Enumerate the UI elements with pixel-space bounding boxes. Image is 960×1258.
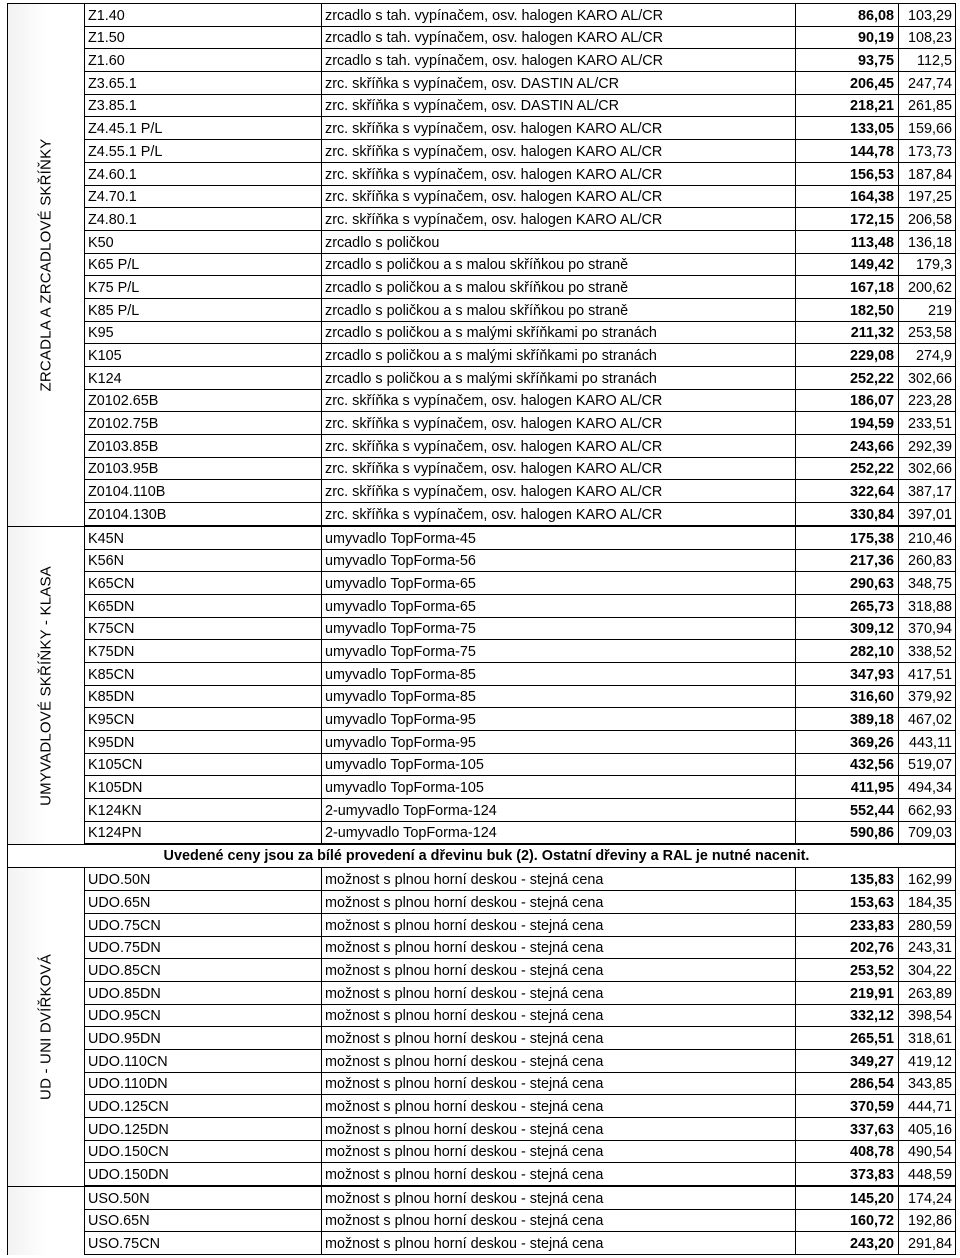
price-net: 282,10 [796, 640, 899, 662]
product-code: K105DN [85, 776, 322, 798]
product-description: umyvadlo TopForma-105 [322, 776, 796, 798]
price-gross: 210,46 [907, 530, 952, 547]
table-row [85, 186, 955, 209]
price-net: 133,05 [796, 117, 899, 139]
table-row [85, 686, 955, 709]
product-code: USO.65N [85, 1210, 322, 1232]
price-gross: 519,07 [907, 757, 952, 774]
price-gross: 348,75 [907, 575, 952, 592]
price-net: 552,44 [796, 799, 899, 821]
price-gross: 253,58 [907, 325, 952, 342]
price-gross: 443,11 [909, 734, 952, 751]
price-net: 156,53 [796, 163, 899, 185]
price-net: 229,08 [796, 344, 899, 366]
table-row [85, 891, 955, 914]
product-code: Z4.60.1 [85, 163, 322, 185]
price-gross: 302,66 [907, 461, 952, 478]
table-row [85, 231, 955, 254]
price-gross: 448,59 [907, 1167, 952, 1184]
product-code: K75DN [85, 640, 322, 662]
product-description: možnost s plnou horní deskou - stejná cena [322, 914, 796, 936]
product-description: umyvadlo TopForma-56 [322, 550, 796, 572]
product-code: Z0103.85B [85, 435, 322, 457]
product-description: 2-umyvadlo TopForma-124 [322, 799, 796, 821]
price-net: 243,20 [796, 1232, 899, 1254]
price-net: 217,36 [796, 550, 899, 572]
product-code: UDO.110CN [85, 1050, 322, 1072]
price-gross: 159,66 [907, 121, 952, 138]
price-net: 369,26 [796, 731, 899, 753]
price-gross: 260,83 [907, 553, 952, 570]
table-row [85, 776, 955, 799]
table-row [85, 4, 955, 27]
price-gross: 200,62 [907, 279, 952, 296]
table-row [85, 1005, 955, 1028]
price-gross: 197,25 [907, 189, 952, 206]
price-gross: 192,86 [907, 1213, 952, 1230]
section-rows [85, 868, 956, 1186]
table-row [85, 618, 955, 641]
price-gross: 233,51 [907, 416, 952, 433]
product-description: možnost s plnou horní deskou - stejná cena [322, 1141, 796, 1163]
product-description: umyvadlo TopForma-65 [322, 572, 796, 594]
product-code: UDO.125DN [85, 1118, 322, 1140]
price-net: 182,50 [796, 299, 899, 321]
table-row [85, 1163, 955, 1186]
product-description: zrcadlo s tah. vypínačem, osv. halogen KARO AL/CR [322, 27, 796, 49]
table-row [85, 1232, 955, 1255]
table-row [85, 117, 955, 140]
price-net: 253,52 [796, 959, 899, 981]
product-description: umyvadlo TopForma-85 [322, 663, 796, 685]
price-note: Uvedené ceny jsou za bílé provedení a dřevinu buk (2). Ostatní dřeviny a RAL je nutné nacenit. [7, 844, 956, 867]
product-description: zrcadlo s poličkou a s malými skříňkami po stranách [322, 367, 796, 389]
price-net: 332,12 [796, 1005, 899, 1027]
table-row [85, 503, 955, 526]
product-description: umyvadlo TopForma-105 [322, 754, 796, 776]
table-row [85, 322, 955, 345]
table-row [85, 914, 955, 937]
table-row [85, 1187, 955, 1210]
table-row [85, 140, 955, 163]
price-net: 90,19 [796, 27, 899, 49]
price-net: 149,42 [796, 254, 899, 276]
product-code: K105CN [85, 754, 322, 776]
product-description: možnost s plnou horní deskou - stejná cena [322, 868, 796, 890]
product-code: UDO.65N [85, 891, 322, 913]
price-gross: 292,39 [907, 438, 952, 455]
price-net: 373,83 [796, 1163, 899, 1185]
price-gross: 187,84 [907, 166, 952, 183]
price-net: 172,15 [796, 208, 899, 230]
product-description: zrcadlo s poličkou a s malou skříňkou po straně [322, 254, 796, 276]
product-code: K124KN [85, 799, 322, 821]
table-row [85, 390, 955, 413]
price-gross: 173,73 [907, 143, 952, 160]
table-row [85, 435, 955, 458]
price-net: 322,64 [796, 480, 899, 502]
product-description: možnost s plnou horní deskou - stejná cena [322, 891, 796, 913]
price-net: 219,91 [796, 982, 899, 1004]
table-row [85, 663, 955, 686]
table-row [85, 868, 955, 891]
price-gross: 263,89 [907, 985, 952, 1002]
price-gross: 274,9 [915, 348, 952, 364]
product-description: možnost s plnou horní deskou - stejná cena [322, 1232, 796, 1254]
product-code: K95CN [85, 708, 322, 730]
price-gross: 398,54 [907, 1008, 952, 1025]
product-description: zrcadlo s poličkou a s malou skříňkou po straně [322, 299, 796, 321]
price-net: 86,08 [796, 4, 899, 26]
table-row [85, 95, 955, 118]
table-row [85, 254, 955, 277]
product-code: UDO.150CN [85, 1141, 322, 1163]
price-net: 145,20 [796, 1187, 899, 1209]
price-gross: 379,92 [907, 689, 952, 706]
section-rows [85, 4, 956, 526]
price-gross: 343,85 [907, 1076, 952, 1093]
table-row [85, 708, 955, 731]
product-description: zrcadlo s tah. vypínačem, osv. halogen KARO AL/CR [322, 4, 796, 26]
product-description: umyvadlo TopForma-45 [322, 527, 796, 549]
product-description: umyvadlo TopForma-65 [322, 595, 796, 617]
price-gross: 247,74 [907, 75, 952, 92]
product-code: K105 [85, 344, 322, 366]
product-code: K124 [85, 367, 322, 389]
table-row [85, 1141, 955, 1164]
product-code: UDO.75DN [85, 937, 322, 959]
price-list-table [7, 3, 956, 1255]
price-net: 370,59 [796, 1095, 899, 1117]
product-description: možnost s plnou horní deskou - stejná cena [322, 1073, 796, 1095]
product-code: Z0104.110B [85, 480, 322, 502]
price-net: 330,84 [796, 503, 899, 525]
product-code: K85CN [85, 663, 322, 685]
price-net: 252,22 [796, 367, 899, 389]
section-side-label-cell [7, 527, 85, 845]
product-description: zrc. skříňka s vypínačem, osv. halogen KARO AL/CR [322, 412, 796, 434]
price-net: 337,63 [796, 1118, 899, 1140]
product-code: Z1.60 [85, 49, 322, 71]
product-code: K95 [85, 322, 322, 344]
product-code: USO.75CN [85, 1232, 322, 1254]
product-description: zrc. skříňka s vypínačem, osv. halogen KARO AL/CR [322, 117, 796, 139]
price-gross: 280,59 [907, 917, 952, 934]
product-description: zrc. skříňka s vypínačem, osv. halogen KARO AL/CR [322, 186, 796, 208]
table-row [85, 1027, 955, 1050]
product-code: UDO.50N [85, 868, 322, 890]
price-net: 290,63 [796, 572, 899, 594]
product-code: Z0103.95B [85, 458, 322, 480]
table-row [85, 480, 955, 503]
price-net: 164,38 [796, 186, 899, 208]
price-net: 286,54 [796, 1073, 899, 1095]
price-net: 153,63 [796, 891, 899, 913]
price-net: 135,83 [796, 868, 899, 890]
price-gross: 318,61 [907, 1030, 952, 1047]
price-net: 590,86 [796, 822, 899, 844]
product-description: zrcadlo s poličkou a s malou skříňkou po straně [322, 276, 796, 298]
table-row [85, 822, 955, 845]
product-description: zrc. skříňka s vypínačem, osv. DASTIN AL/CR [322, 95, 796, 117]
price-net: 252,22 [796, 458, 899, 480]
table-row [85, 959, 955, 982]
price-net: 113,48 [796, 231, 899, 253]
product-description: zrc. skříňka s vypínačem, osv. DASTIN AL/CR [322, 72, 796, 94]
section-side-label-cell [7, 868, 85, 1186]
section-label: ZRCADLA A ZRCADLOVÉ SKŘÍŇKY [37, 138, 55, 392]
product-code: Z0104.130B [85, 503, 322, 525]
product-description: možnost s plnou horní deskou - stejná cena [322, 937, 796, 959]
table-row [85, 49, 955, 72]
table-row [85, 1095, 955, 1118]
product-description: možnost s plnou horní deskou - stejná cena [322, 1027, 796, 1049]
price-net: 432,56 [796, 754, 899, 776]
price-gross: 174,24 [907, 1190, 952, 1207]
product-code: Z1.50 [85, 27, 322, 49]
product-description: možnost s plnou horní deskou - stejná cena [322, 1118, 796, 1140]
price-gross: 387,17 [907, 484, 952, 501]
price-gross: 243,31 [907, 940, 952, 957]
price-net: 316,60 [796, 686, 899, 708]
table-row [85, 276, 955, 299]
price-net: 389,18 [796, 708, 899, 730]
price-gross: 370,94 [907, 621, 952, 638]
price-gross: 302,66 [907, 370, 952, 387]
price-net: 175,38 [796, 527, 899, 549]
price-gross: 136,18 [907, 234, 952, 251]
product-code: K50 [85, 231, 322, 253]
product-description: umyvadlo TopForma-85 [322, 686, 796, 708]
price-gross: 709,03 [907, 825, 952, 842]
table-row [85, 731, 955, 754]
product-description: možnost s plnou horní deskou - stejná cena [322, 1163, 796, 1185]
product-code: Z4.80.1 [85, 208, 322, 230]
table-row [85, 367, 955, 390]
product-code: Z3.65.1 [85, 72, 322, 94]
product-code: UDO.110DN [85, 1073, 322, 1095]
product-code: USO.50N [85, 1187, 322, 1209]
table-row [85, 754, 955, 777]
table-row [85, 1118, 955, 1141]
product-code: UDO.85CN [85, 959, 322, 981]
product-description: zrcadlo s poličkou a s malými skříňkami po stranách [322, 322, 796, 344]
product-description: možnost s plnou horní deskou - stejná cena [322, 982, 796, 1004]
price-gross: 419,12 [907, 1053, 952, 1070]
product-description: umyvadlo TopForma-75 [322, 640, 796, 662]
product-code: UDO.75CN [85, 914, 322, 936]
product-description: zrc. skříňka s vypínačem, osv. halogen KARO AL/CR [322, 503, 796, 525]
price-net: 233,83 [796, 914, 899, 936]
table-row [85, 595, 955, 618]
product-code: UDO.150DN [85, 1163, 322, 1185]
table-row [85, 1073, 955, 1096]
product-description: zrc. skříňka s vypínačem, osv. halogen KARO AL/CR [322, 208, 796, 230]
price-net: 93,75 [796, 49, 899, 71]
table-row [85, 72, 955, 95]
price-net: 265,51 [796, 1027, 899, 1049]
price-net: 160,72 [796, 1210, 899, 1232]
table-row [85, 550, 955, 573]
product-description: zrcadlo s poličkou [322, 231, 796, 253]
price-net: 167,18 [796, 276, 899, 298]
product-description: možnost s plnou horní deskou - stejná cena [322, 1095, 796, 1117]
price-gross: 490,54 [907, 1144, 952, 1161]
price-gross: 261,85 [907, 98, 952, 115]
product-description: zrc. skříňka s vypínačem, osv. halogen KARO AL/CR [322, 435, 796, 457]
product-description: možnost s plnou horní deskou - stejná cena [322, 1187, 796, 1209]
section-side-label-cell [7, 1187, 85, 1255]
price-gross: 219 [927, 302, 952, 319]
price-gross: 184,35 [907, 894, 952, 911]
table-row [85, 982, 955, 1005]
price-gross: 662,93 [907, 802, 952, 819]
price-gross: 397,01 [907, 506, 952, 523]
price-net: 347,93 [796, 663, 899, 685]
price-gross: 338,52 [907, 643, 952, 660]
price-gross: 162,99 [907, 872, 952, 889]
product-description: zrc. skříňka s vypínačem, osv. halogen KARO AL/CR [322, 480, 796, 502]
product-description: možnost s plnou horní deskou - stejná cena [322, 959, 796, 981]
section-1 [7, 526, 956, 845]
price-gross: 444,71 [907, 1099, 952, 1115]
price-net: 211,32 [796, 322, 899, 344]
table-row [85, 572, 955, 595]
product-code: K65DN [85, 595, 322, 617]
table-row [85, 344, 955, 367]
table-row [85, 799, 955, 822]
price-gross: 417,51 [907, 666, 952, 683]
product-code: K65CN [85, 572, 322, 594]
table-row [85, 527, 955, 550]
product-code: K56N [85, 550, 322, 572]
price-net: 408,78 [796, 1141, 899, 1163]
table-row [85, 1210, 955, 1233]
product-description: zrcadlo s tah. vypínačem, osv. halogen KARO AL/CR [322, 49, 796, 71]
price-net: 411,95 [796, 776, 899, 798]
price-net: 206,45 [796, 72, 899, 94]
table-row [85, 163, 955, 186]
table-row [85, 458, 955, 481]
product-code: K85DN [85, 686, 322, 708]
price-gross: 206,58 [907, 211, 952, 228]
price-gross: 103,29 [907, 7, 952, 24]
product-code: K65 P/L [85, 254, 322, 276]
price-gross: 494,34 [907, 780, 952, 797]
table-row [85, 299, 955, 322]
section-0 [7, 3, 956, 526]
product-code: K75 P/L [85, 276, 322, 298]
price-gross: 318,88 [907, 598, 952, 615]
table-row [85, 937, 955, 960]
section-label: UMYVADLOVÉ SKŘÍŇKY - KLASA [37, 565, 55, 806]
product-code: UDO.85DN [85, 982, 322, 1004]
section-rows [85, 527, 956, 845]
price-gross: 108,23 [907, 30, 952, 47]
price-net: 144,78 [796, 140, 899, 162]
price-net: 202,76 [796, 937, 899, 959]
price-net: 186,07 [796, 390, 899, 412]
price-net: 265,73 [796, 595, 899, 617]
price-gross: 304,22 [907, 962, 952, 979]
product-description: možnost s plnou horní deskou - stejná cena [322, 1005, 796, 1027]
price-gross: 223,28 [907, 393, 952, 410]
product-code: Z1.40 [85, 4, 322, 26]
price-gross: 467,02 [907, 712, 952, 728]
product-code: K124PN [85, 822, 322, 844]
table-row [85, 1050, 955, 1073]
product-description: umyvadlo TopForma-75 [322, 618, 796, 640]
product-code: Z4.45.1 P/L [85, 117, 322, 139]
product-description: 2-umyvadlo TopForma-124 [322, 822, 796, 844]
product-description: zrc. skříňka s vypínačem, osv. halogen KARO AL/CR [322, 458, 796, 480]
product-description: zrc. skříňka s vypínačem, osv. halogen KARO AL/CR [322, 140, 796, 162]
product-description: umyvadlo TopForma-95 [322, 731, 796, 753]
product-description: zrc. skříňka s vypínačem, osv. halogen KARO AL/CR [322, 390, 796, 412]
price-net: 194,59 [796, 412, 899, 434]
table-row [85, 640, 955, 663]
section-rows [85, 1187, 956, 1255]
product-code: Z4.70.1 [85, 186, 322, 208]
product-code: K85 P/L [85, 299, 322, 321]
section-2 [7, 867, 956, 1186]
section-label: UD - UNI DVÍŘKOVÁ [37, 954, 55, 1101]
price-gross: 112,5 [917, 53, 952, 70]
price-net: 243,66 [796, 435, 899, 457]
product-description: možnost s plnou horní deskou - stejná cena [322, 1050, 796, 1072]
product-code: UDO.95CN [85, 1005, 322, 1027]
price-gross: 179,3 [915, 257, 952, 274]
product-description: zrc. skříňka s vypínačem, osv. halogen KARO AL/CR [322, 163, 796, 185]
table-row [85, 208, 955, 231]
section-3 [7, 1186, 956, 1255]
section-side-label-cell [7, 4, 85, 526]
product-description: umyvadlo TopForma-95 [322, 708, 796, 730]
product-code: Z3.85.1 [85, 95, 322, 117]
product-code: Z0102.75B [85, 412, 322, 434]
product-description: zrcadlo s poličkou a s malými skříňkami po stranách [322, 344, 796, 366]
price-net: 309,12 [796, 618, 899, 640]
product-code: K75CN [85, 618, 322, 640]
product-code: UDO.125CN [85, 1095, 322, 1117]
table-row [85, 412, 955, 435]
product-code: UDO.95DN [85, 1027, 322, 1049]
price-gross: 291,84 [907, 1236, 952, 1253]
product-description: možnost s plnou horní deskou - stejná cena [322, 1210, 796, 1232]
product-code: K95DN [85, 731, 322, 753]
price-net: 218,21 [796, 95, 899, 117]
product-code: Z0102.65B [85, 390, 322, 412]
product-code: Z4.55.1 P/L [85, 140, 322, 162]
product-code: K45N [85, 527, 322, 549]
price-gross: 405,16 [907, 1121, 952, 1138]
table-row [85, 27, 955, 50]
price-net: 349,27 [796, 1050, 899, 1072]
